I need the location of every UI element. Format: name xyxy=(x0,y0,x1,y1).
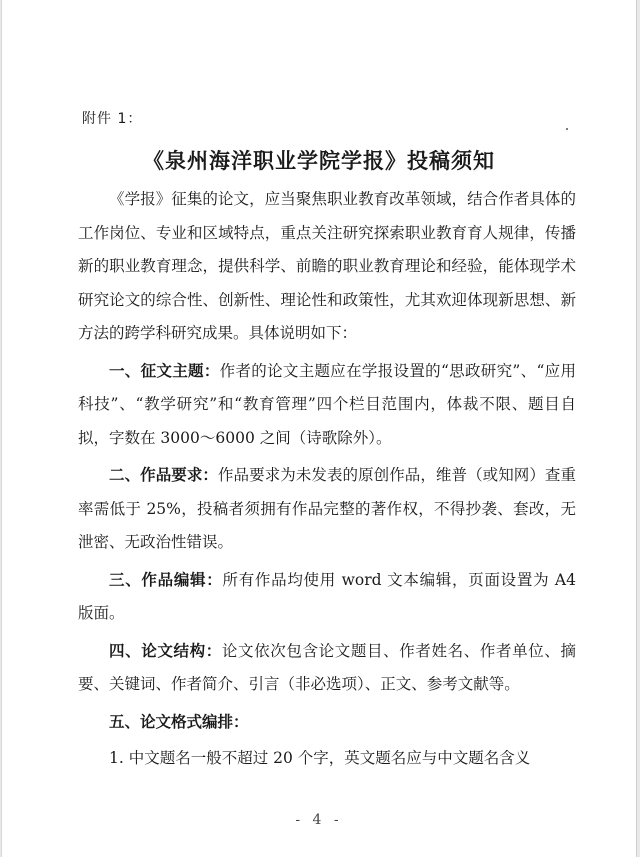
section-text: 论文依次包含论文题目、作者姓名、作者单位、摘要、关键词、作者简介、引言（非必选项）、正文、参考文献等。 xyxy=(78,641,576,693)
document-page xyxy=(2,0,636,857)
document-body xyxy=(78,183,576,779)
attachment-label: 附件 1： xyxy=(82,111,143,127)
section-paragraph xyxy=(78,354,576,456)
section-paragraph xyxy=(78,458,576,560)
scan-speck xyxy=(566,128,568,130)
section-text: 所有作品均使用 word 文本编辑，页面设置为 A4 版面。 xyxy=(78,570,576,622)
intro-paragraph: 《学报》征集的论文，应当聚焦职业教育改革领域，结合作者具体的工作岗位、专业和区域特点，重点关注研究探索职业教育育人规律，传播新的职业教育理念，提供科学、前瞻的职业教育理论和经验，能体现学术研究论文的综合性、创新性、理论性和政策性，尤其欢迎体现新思想、新方法的跨学科研究成果。具体说明如下： xyxy=(78,190,576,342)
section-heading: 三、作品编辑： xyxy=(109,569,223,589)
page-number: - 4 - xyxy=(295,812,343,828)
section-heading: 二、作品要求： xyxy=(109,465,218,484)
section-heading: 四、论文结构： xyxy=(109,640,222,660)
section-paragraph xyxy=(78,563,576,631)
section-text: 作品要求为未发表的原创作品，维普（或知网）查重率需低于 25%，投稿者须拥有作品完整的著作权，不得抄袭、套改，无泄密、无政治性错误。 xyxy=(78,466,576,551)
section-paragraph xyxy=(78,705,576,740)
page-title: 《泉州海洋职业学院学报》投稿须知 xyxy=(143,148,495,173)
section-heading: 五、论文格式编排： xyxy=(109,711,249,731)
section-heading: 一、征文主题： xyxy=(109,360,220,380)
section-paragraph xyxy=(78,634,576,702)
section-text: 作者的论文主题应在学报设置的“思政研究”、“应用科技”、“教学研究”和“教育管理”四个栏目范围内，体裁不限、题目自拟，字数在 3000～6000 之间（诗歌除外）。 xyxy=(78,361,576,447)
list-item: 1. 中文题名一般不超过 20 个字，英文题名应与中文题名含义 xyxy=(109,749,531,767)
